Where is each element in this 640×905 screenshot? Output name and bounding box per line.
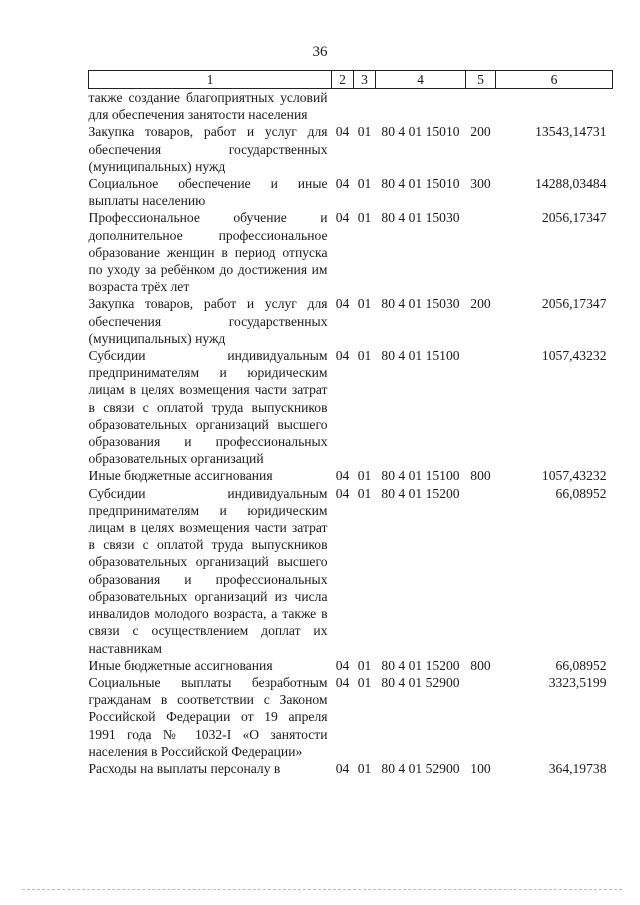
table-row (89, 760, 613, 777)
row-name: Закупка товаров, работ и услуг для обеспечения государственных (муниципальных) нужд (88, 124, 328, 174)
row-section-code (332, 89, 354, 124)
row-target-article: 80 4 01 15030 (381, 210, 460, 226)
row-section-code: 04 (335, 468, 350, 484)
row-section-code: 04 (335, 348, 350, 364)
header-col-name: 1 (89, 71, 332, 89)
row-section-code: 04 (335, 124, 350, 140)
row-name: Иные бюджетные ассигнования (88, 468, 273, 484)
row-subsection-code: 01 (357, 485, 372, 501)
row-section-code: 04 (335, 485, 350, 501)
row-expense-type: 800 (470, 657, 491, 673)
row-expense-type (466, 485, 496, 657)
table-row (89, 347, 613, 467)
table-row (89, 657, 613, 674)
row-name: Субсидии индивидуальным предпринимателям и юридическим лицам в целях возмещения части затрат в связи с оплатой труда выпускников образовательных организаций высшего образования и профессиональных образовательных организаций из числа инвалидов молодого возраста, а также в связи с осуществлением доплат их наставникам (88, 485, 328, 656)
header-col-section: 2 (332, 71, 354, 89)
row-subsection-code: 01 (357, 210, 372, 226)
row-name: Социальные выплаты безработным гражданам в соответствии с Законом Российской Федерации от 19 апреля 1991 года № 1032-I «О занятости населения в Российской Федерации» (88, 674, 328, 759)
table-row (89, 674, 613, 760)
row-subsection-code: 01 (357, 348, 372, 364)
row-target-article (376, 89, 466, 124)
row-target-article: 80 4 01 52900 (381, 760, 460, 776)
row-subsection-code: 01 (357, 657, 372, 673)
table-row (89, 295, 613, 347)
row-target-article: 80 4 01 15100 (381, 348, 460, 364)
row-name: Закупка товаров, работ и услуг для обеспечения государственных (муниципальных) нужд (88, 296, 328, 346)
row-target-article: 80 4 01 15200 (381, 485, 460, 501)
row-expense-type: 800 (470, 468, 491, 484)
table-row (89, 467, 613, 484)
header-col-amount: 6 (496, 71, 613, 89)
table-header (89, 71, 613, 89)
footer-divider (22, 889, 622, 890)
row-amount: 3323,5199 (548, 674, 607, 690)
budget-table (88, 70, 613, 777)
row-name: Иные бюджетные ассигнования (88, 657, 273, 673)
row-expense-type (466, 209, 496, 295)
row-subsection-code: 01 (357, 760, 372, 776)
row-subsection-code: 01 (357, 296, 372, 312)
row-name: Профессиональное обучение и дополнительное профессиональное образование женщин в период отпуска по уходу за ребёнком до достижения им возраста трёх лет (88, 210, 328, 295)
row-expense-type: 100 (470, 760, 491, 776)
row-section-code: 04 (335, 657, 350, 673)
page-number: 36 (312, 44, 328, 60)
row-section-code: 04 (335, 760, 350, 776)
row-subsection-code: 01 (357, 674, 372, 690)
row-expense-type (466, 674, 496, 760)
row-target-article: 80 4 01 15010 (381, 176, 460, 192)
table-row (89, 123, 613, 175)
row-expense-type: 300 (470, 176, 491, 192)
row-target-article: 80 4 01 15100 (381, 468, 460, 484)
row-section-code: 04 (335, 296, 350, 312)
row-amount: 1057,43232 (541, 468, 607, 484)
row-amount: 66,08952 (555, 485, 607, 501)
row-amount: 14288,03484 (535, 176, 607, 192)
row-name: Социальное обеспечение и иные выплаты населению (88, 176, 328, 209)
table-row (89, 175, 613, 209)
row-expense-type (466, 89, 496, 124)
row-expense-type (466, 347, 496, 467)
row-subsection-code: 01 (357, 176, 372, 192)
header-col-subsection: 3 (354, 71, 376, 89)
row-amount (496, 89, 613, 124)
table-row (89, 89, 613, 124)
row-target-article: 80 4 01 52900 (381, 674, 460, 690)
table-row (89, 485, 613, 657)
row-section-code: 04 (335, 210, 350, 226)
row-name: также создание благоприятных условий для обеспечения занятости населения (88, 90, 328, 123)
row-expense-type: 200 (470, 296, 491, 312)
row-expense-type: 200 (470, 124, 491, 140)
row-target-article: 80 4 01 15030 (381, 296, 460, 312)
row-amount: 66,08952 (555, 657, 607, 673)
row-subsection-code: 01 (357, 124, 372, 140)
table-row (89, 209, 613, 295)
header-col-expense-type: 5 (466, 71, 496, 89)
row-amount: 1057,43232 (541, 348, 607, 364)
header-col-target-article: 4 (376, 71, 466, 89)
table-body (89, 89, 613, 778)
row-amount: 364,19738 (548, 760, 607, 776)
row-name: Субсидии индивидуальным предпринимателям и юридическим лицам в целях возмещения части затрат в связи с оплатой труда выпускников образовательных организаций высшего образования и профессиональных образовательных организаций (88, 348, 328, 467)
row-amount: 2056,17347 (541, 210, 607, 226)
row-target-article: 80 4 01 15010 (381, 124, 460, 140)
row-section-code: 04 (335, 176, 350, 192)
row-amount: 13543,14731 (535, 124, 607, 140)
row-subsection-code: 01 (357, 468, 372, 484)
row-name: Расходы на выплаты персоналу в (88, 760, 281, 776)
row-amount: 2056,17347 (541, 296, 607, 312)
row-subsection-code (354, 89, 376, 124)
row-target-article: 80 4 01 15200 (381, 657, 460, 673)
row-section-code: 04 (335, 674, 350, 690)
header-row (89, 71, 613, 89)
